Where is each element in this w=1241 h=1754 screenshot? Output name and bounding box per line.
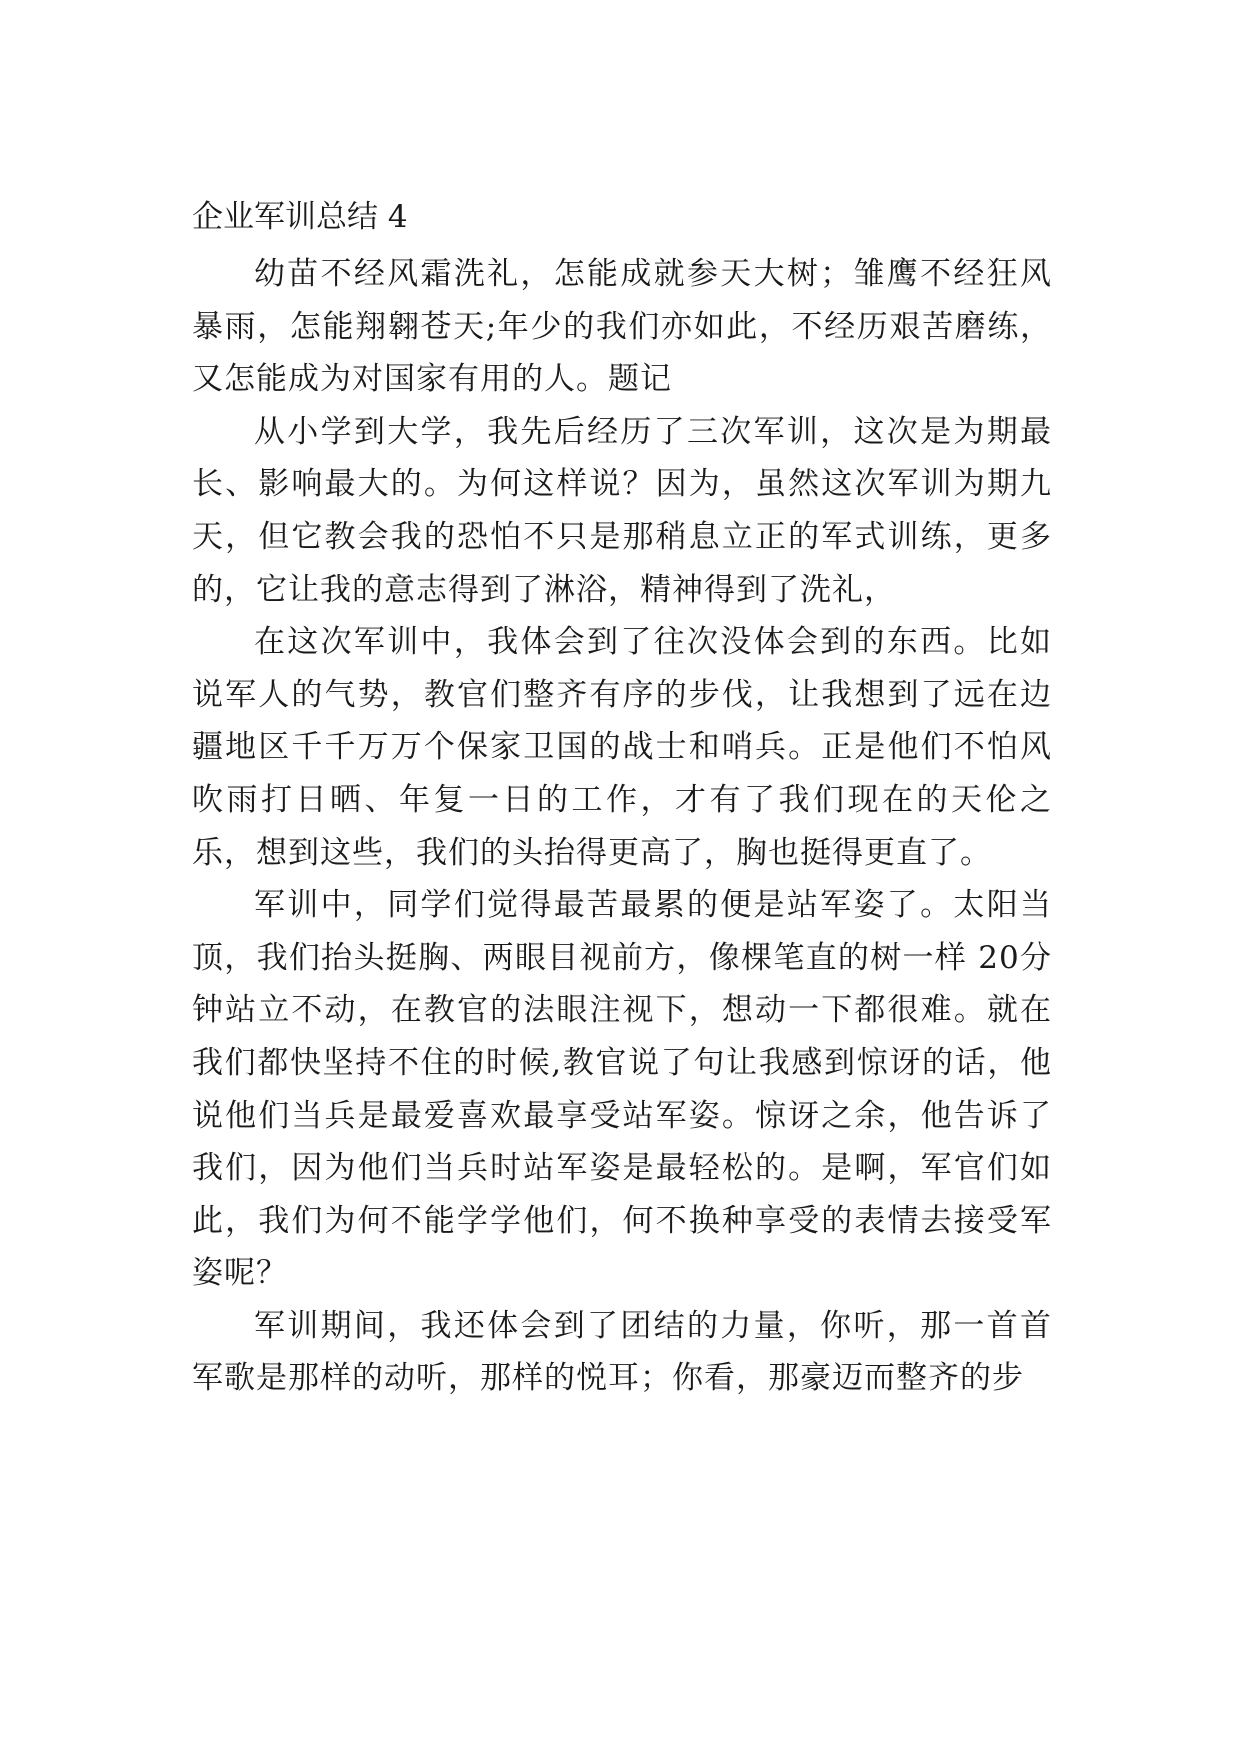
paragraph-3: 在这次军训中，我体会到了往次没体会到的东西。比如说军人的气势，教官们整齐有序的步伐，让我想到了远在边疆地区千千万万个保家卫国的战士和哨兵。正是他们不怕风吹雨打日晒、年复一日的工作，才有了我们现在的天伦之乐，想到这些，我们的头抬得更高了，胸也挺得更直了。 [192, 624, 1052, 871]
document-body [192, 192, 1052, 1405]
document-title: 企业军训总结 4 [192, 199, 408, 235]
paragraph-5: 军训期间，我还体会到了团结的力量，你听，那一首首军歌是那样的动听，那样的悦耳；你看，那豪迈而整齐的步 [192, 1307, 1052, 1397]
paragraph-4: 军训中，同学们觉得最苦最累的便是站军姿了。太阳当顶，我们抬头挺胸、两眼目视前方，像棵笔直的树一样 20分钟站立不动，在教官的法眼注视下，想动一下都很难。就在我们都快坚持不住的时候,教官说了句让我感到惊讶的话，他说他们当兵是最爱喜欢最享受站军姿。惊讶之余，他告诉了我们，因为他们当兵时站军姿是最轻松的。是啊，军官们如此，我们为何不能学学他们，何不换种享受的表情去接受军姿呢？ [192, 887, 1052, 1292]
paragraph-1: 幼苗不经风霜洗礼，怎能成就参天大树；雏鹰不经狂风暴雨，怎能翔翱苍天;年少的我们亦如此，不经历艰苦磨练，又怎能成为对国家有用的人。题记 [192, 256, 1052, 398]
paragraph-2: 从小学到大学，我先后经历了三次军训，这次是为期最长、影响最大的。为何这样说？因为，虽然这次军训为期九天，但它教会我的恐怕不只是那稍息立正的军式训练，更多的，它让我的意志得到了淋浴，精神得到了洗礼， [192, 413, 1052, 608]
